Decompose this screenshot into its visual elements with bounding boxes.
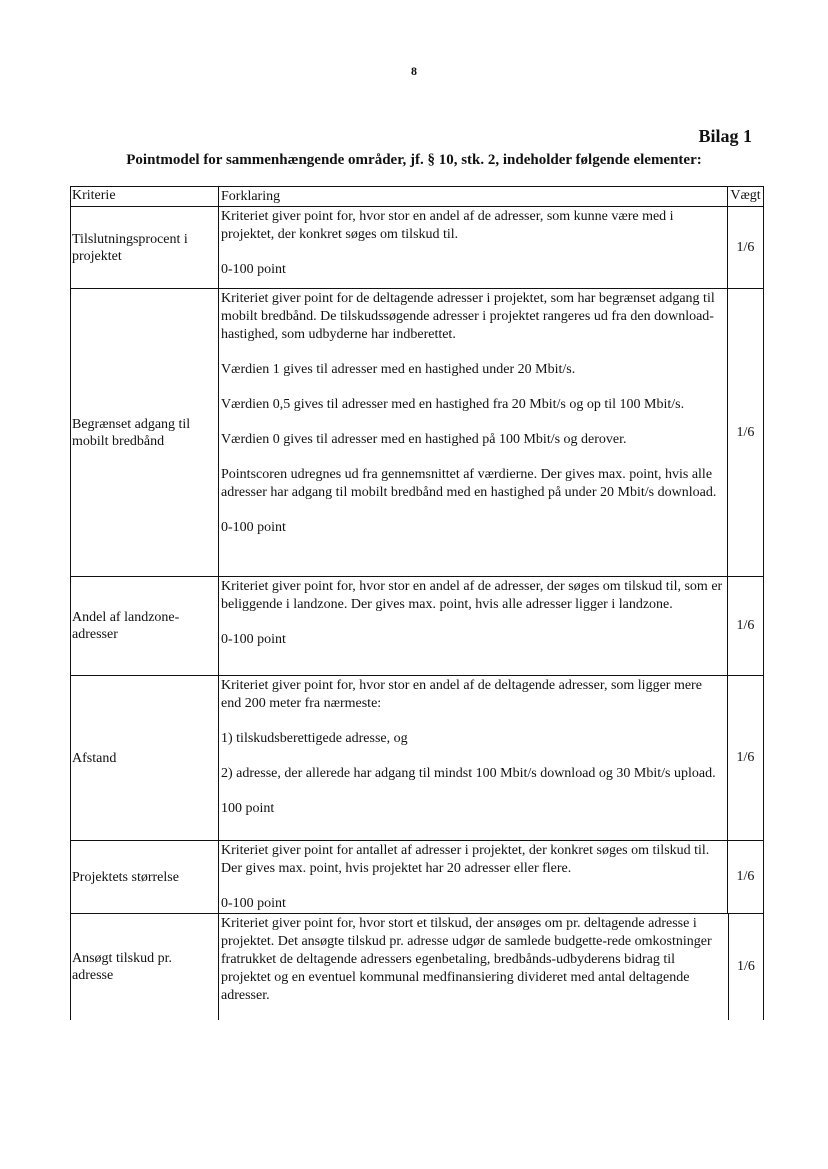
explanation-paragraph: Kriteriet giver point for, hvor stort et tilskud, der ansøges om pr. deltagende adresse i projektet. Det ansøgte tilskud pr. adresse udgør de samlede budgette-rede omkostninger fratrukket de deltagende adressers egenbetaling, bredbånds-udbyderens bidrag til projektet og en eventuel kommunal medfinansiering divideret med antal deltagende adresser. xyxy=(221,916,712,1003)
weight-cell: 1/6 xyxy=(728,577,764,675)
criterion-cell: Begrænset adgang til mobilt bredbånd xyxy=(70,289,218,576)
points-text: 0-100 point xyxy=(221,896,286,911)
explanation-paragraph: Kriteriet giver point for, hvor stor en andel af de adresser, der søges om tilskud til, som er beliggende i landzone. Der gives max. point, hvis alle adresser ligger i landzone. xyxy=(221,579,723,612)
table-header-row xyxy=(70,186,764,206)
table-row xyxy=(70,206,764,288)
document-heading: Pointmodel for sammenhængende områder, jf. § 10, stk. 2, indeholder følgende elementer: xyxy=(126,152,702,168)
table-row xyxy=(70,288,764,576)
explanation-paragraph: Værdien 0,5 gives til adresser med en hastighed fra 20 Mbit/s og op til 100 Mbit/s. xyxy=(221,397,685,412)
header-criterion: Kriterie xyxy=(70,187,218,206)
weight-cell: 1/6 xyxy=(728,914,764,1020)
explanation-paragraph: Kriteriet giver point for de deltagende adresser i projektet, som har begrænset adgang til mobilt bredbånd. De tilskudssøgende adresser i projektet rangeres ud fra den download-hastighed, som udbyderne har indberettet. xyxy=(221,291,715,342)
explanation-cell xyxy=(218,841,728,913)
page-number: 8 xyxy=(411,64,417,78)
weight-cell: 1/6 xyxy=(728,676,764,840)
annex-label: Bilag 1 xyxy=(698,126,752,146)
points-text: 0-100 point xyxy=(221,520,286,535)
weight-cell: 1/6 xyxy=(728,289,764,576)
table-row xyxy=(70,576,764,675)
criterion-cell: Andel af landzone-adresser xyxy=(70,577,218,675)
weight-cell: 1/6 xyxy=(728,841,764,913)
criterion-cell: Projektets størrelse xyxy=(70,841,218,913)
points-text: 100 point xyxy=(221,801,275,816)
explanation-paragraph: Kriteriet giver point for antallet af adresser i projektet, der konkret søges om tilskud til. Der gives max. point, hvis projektet har 20 adresser eller flere. xyxy=(221,843,710,876)
table-row xyxy=(70,840,764,913)
explanation-cell xyxy=(218,676,728,840)
points-text: 0-100 point xyxy=(221,632,286,647)
explanation-paragraph: 1) tilskudsberettigede adresse, og xyxy=(221,731,408,746)
points-text: 0-100 point xyxy=(221,262,286,277)
criterion-cell: Tilslutningsprocent i projektet xyxy=(70,207,218,288)
explanation-cell xyxy=(218,577,728,675)
weight-cell: 1/6 xyxy=(728,207,764,288)
header-explanation: Forklaring xyxy=(218,187,728,206)
explanation-paragraph: 2) adresse, der allerede har adgang til mindst 100 Mbit/s download og 30 Mbit/s upload. xyxy=(221,766,716,781)
criteria-table xyxy=(70,186,764,1020)
explanation-paragraph: Kriteriet giver point for, hvor stor en andel af de deltagende adresser, som ligger mere end 200 meter fra nærmeste: xyxy=(221,678,702,711)
explanation-paragraph: Værdien 1 gives til adresser med en hastighed under 20 Mbit/s. xyxy=(221,362,576,377)
table-row xyxy=(70,913,764,1020)
explanation-paragraph: Pointscoren udregnes ud fra gennemsnittet af værdierne. Der gives max. point, hvis alle adresser har adgang til mobilt bredbånd med en hastighed på under 20 Mbit/s download. xyxy=(221,467,717,500)
explanation-cell xyxy=(218,289,728,576)
explanation-paragraph: Kriteriet giver point for, hvor stor en andel af de adresser, som kunne være med i projektet, der konkret søges om tilskud til. xyxy=(221,209,674,242)
explanation-cell xyxy=(218,207,728,288)
explanation-paragraph: Værdien 0 gives til adresser med en hastighed på 100 Mbit/s og derover. xyxy=(221,432,627,447)
criterion-cell: Ansøgt tilskud pr. adresse xyxy=(70,914,218,1020)
explanation-cell xyxy=(218,914,728,1020)
criterion-cell: Afstand xyxy=(70,676,218,840)
table-row xyxy=(70,675,764,840)
header-weight: Vægt xyxy=(728,187,764,206)
